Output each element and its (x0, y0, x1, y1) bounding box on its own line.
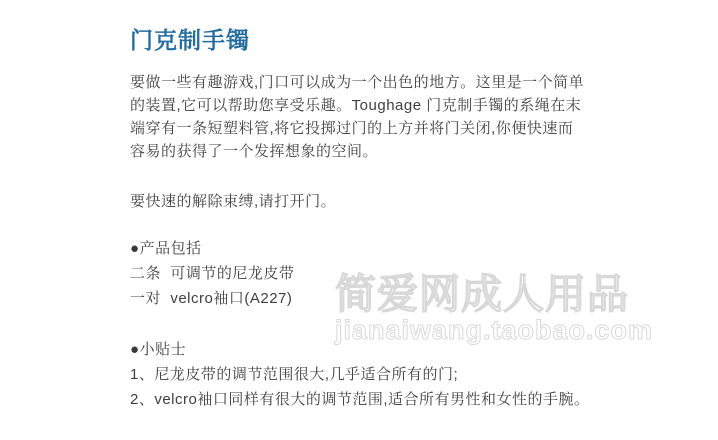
tip-item: 2、velcro袖口同样有很大的调节范围,适合所有男性和女性的手腕。 (130, 391, 590, 408)
product-item: 二条 可调节的尼龙皮带 (130, 265, 295, 282)
release-note (130, 190, 336, 213)
watermark-brand: 简爱网成人用品 (335, 271, 629, 317)
tips-heading-text: 小贴士 (139, 341, 187, 358)
release-note-text: 要快速的解除束缚,请打开门。 (130, 193, 337, 210)
intro-paragraph (130, 71, 620, 163)
tips-heading (130, 337, 650, 362)
page-title: 门克制手镯 (130, 27, 250, 53)
intro-line: 容易的获得了一个发挥想象的空间。 (130, 143, 379, 160)
tips-section (130, 337, 650, 412)
bullet-icon: ● (130, 240, 140, 257)
intro-line: 要做一些有趣游戏,门口可以成为一个出色的地方。这里是一个简单 (130, 74, 585, 91)
intro-line: 的装置,它可以帮助您享受乐趣。Toughage 门克制手镯的系绳在末 (130, 97, 582, 114)
product-includes-heading-text: 产品包括 (139, 240, 202, 257)
product-item: 一对 velcro袖口(A227) (130, 290, 293, 307)
bullet-icon: ● (130, 341, 140, 358)
product-includes-section (130, 236, 650, 311)
product-includes-heading (130, 236, 650, 261)
intro-line: 端穿有一条短塑料管,将它投掷过门的上方并将门关闭,你便快速而 (130, 120, 574, 137)
tip-item: 1、尼龙皮带的调节范围很大,几乎适合所有的门; (130, 366, 459, 383)
watermark-url: jianaiwang.taobao.com (335, 315, 654, 345)
